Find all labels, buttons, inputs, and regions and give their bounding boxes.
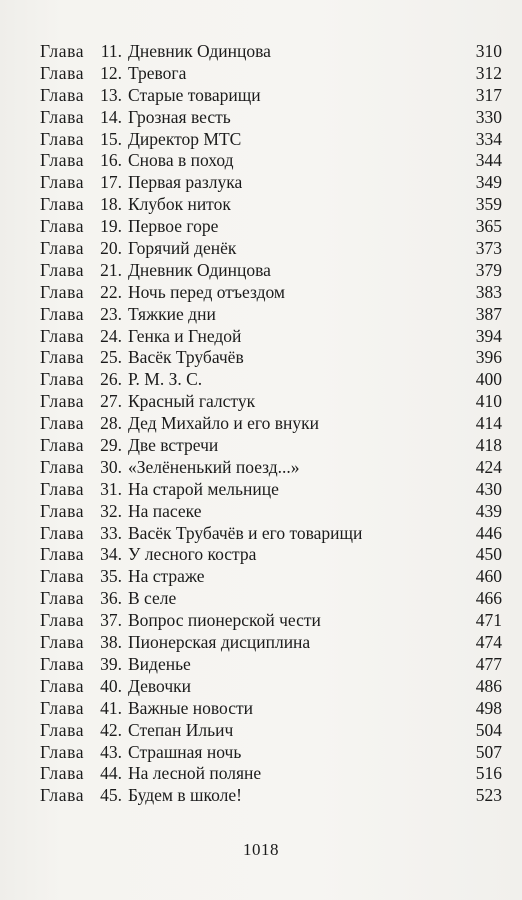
chapter-title: Тревога [128,62,187,83]
chapter-page: 439 [475,500,502,521]
chapter-title: Дед Михайло и его внуки [128,413,320,434]
chapter-title: Первое горе [128,216,219,237]
chapter-number: 41. [100,697,122,718]
chapter-label: Глава [40,632,85,653]
chapter-title: Виденье [128,653,191,674]
toc-entry [40,566,502,588]
toc-entry [40,238,502,260]
chapter-title: На страже [128,566,205,587]
chapter-title: «Зелёненький поезд...» [128,456,300,477]
toc-entry [40,676,502,698]
chapter-number: 30. [100,456,122,477]
toc-entry [40,610,502,632]
chapter-label: Глава [40,588,85,609]
chapter-number: 40. [100,675,122,696]
toc-entry [40,742,502,764]
chapter-page: 312 [475,62,502,83]
chapter-label: Глава [40,522,85,543]
chapter-page: 310 [475,41,502,61]
chapter-page: 450 [475,544,502,565]
chapter-label: Глава [40,259,85,280]
chapter-label: Глава [40,610,85,631]
chapter-number: 12. [100,62,122,83]
chapter-page: 477 [475,653,502,674]
chapter-number: 13. [100,84,122,105]
toc-entry [40,654,502,676]
chapter-label: Глава [40,62,85,83]
chapter-number: 36. [100,588,122,609]
chapter-page: 471 [475,610,502,631]
chapter-title: Вопрос пионерской чести [128,610,321,631]
chapter-page: 414 [475,413,502,434]
chapter-label: Глава [40,675,85,696]
toc-entry [40,85,502,107]
chapter-title: Р. М. З. С. [128,369,203,390]
toc-entry [40,107,502,129]
toc-entry [40,282,502,304]
chapter-label: Глава [40,413,85,434]
table-of-contents [40,41,502,807]
chapter-label: Глава [40,150,85,171]
chapter-page: 365 [475,216,502,237]
chapter-label: Глава [40,84,85,105]
chapter-page: 383 [475,281,502,302]
chapter-label: Глава [40,741,85,762]
chapter-label: Глава [40,697,85,718]
chapter-page: 349 [475,172,502,193]
toc-entry [40,763,502,785]
chapter-label: Глава [40,566,85,587]
chapter-page: 373 [475,238,502,259]
toc-entry [40,194,502,216]
chapter-page: 460 [475,566,502,587]
chapter-title: У лесного костра [128,544,257,565]
chapter-number: 43. [100,741,122,762]
toc-entry [40,63,502,85]
toc-entry [40,544,502,566]
toc-entry [40,501,502,523]
toc-entry [40,41,502,63]
chapter-title: Директор МТС [128,128,242,149]
chapter-page: 474 [475,632,502,653]
toc-entry [40,391,502,413]
chapter-title: На лесной поляне [128,763,262,784]
toc-entry [40,172,502,194]
chapter-title: Ночь перед отъездом [128,281,285,302]
chapter-label: Глава [40,303,85,324]
chapter-title: Будем в школе! [128,785,242,806]
chapter-title: Горячий денёк [128,238,237,259]
chapter-page: 466 [475,588,502,609]
chapter-title: Снова в поход [128,150,234,171]
chapter-page: 507 [475,741,502,762]
chapter-number: 28. [100,413,122,434]
chapter-title: Васёк Трубачёв и его товарищи [128,522,363,543]
chapter-number: 26. [100,369,122,390]
toc-entry [40,413,502,435]
chapter-label: Глава [40,435,85,456]
chapter-page: 330 [475,106,502,127]
chapter-label: Глава [40,128,85,149]
chapter-title: Дневник Одинцова [128,259,271,280]
toc-entry [40,523,502,545]
chapter-title: Пионерская дисциплина [128,632,311,653]
chapter-title: Девочки [128,675,192,696]
chapter-number: 42. [100,719,122,740]
toc-entry [40,260,502,282]
chapter-number: 25. [100,347,122,368]
chapter-title: Важные новости [128,697,254,718]
chapter-label: Глава [40,544,85,565]
chapter-number: 32. [100,500,122,521]
chapter-page: 424 [475,456,502,477]
toc-entry [40,326,502,348]
chapter-label: Глава [40,194,85,215]
chapter-number: 24. [100,325,122,346]
chapter-number: 34. [100,544,122,565]
chapter-number: 17. [100,172,122,193]
chapter-page: 523 [475,785,502,806]
chapter-page: 486 [475,675,502,696]
toc-entry [40,720,502,742]
chapter-number: 33. [100,522,122,543]
chapter-page: 418 [475,435,502,456]
chapter-label: Глава [40,172,85,193]
chapter-number: 21. [100,259,122,280]
chapter-number: 27. [100,391,122,412]
chapter-number: 37. [100,610,122,631]
toc-entry [40,216,502,238]
chapter-label: Глава [40,653,85,674]
chapter-number: 11. [100,41,122,61]
chapter-number: 35. [100,566,122,587]
chapter-title: Васёк Трубачёв [128,347,244,368]
chapter-title: Красный галстук [128,391,256,412]
chapter-label: Глава [40,369,85,390]
chapter-label: Глава [40,719,85,740]
chapter-number: 44. [100,763,122,784]
chapter-page: 400 [475,369,502,390]
chapter-number: 23. [100,303,122,324]
chapter-page: 334 [475,128,502,149]
chapter-label: Глава [40,325,85,346]
chapter-page: 379 [475,259,502,280]
chapter-number: 18. [100,194,122,215]
chapter-label: Глава [40,41,85,61]
chapter-page: 317 [475,84,502,105]
page-number: 1018 [243,840,279,859]
chapter-page: 396 [475,347,502,368]
chapter-page: 498 [475,697,502,718]
chapter-label: Глава [40,106,85,127]
chapter-number: 14. [100,106,122,127]
chapter-number: 31. [100,478,122,499]
chapter-number: 19. [100,216,122,237]
toc-entry [40,369,502,391]
chapter-page: 359 [475,194,502,215]
toc-entry [40,347,502,369]
chapter-title: Дневник Одинцова [128,41,271,61]
chapter-number: 16. [100,150,122,171]
chapter-number: 29. [100,435,122,456]
chapter-title: В селе [128,588,177,609]
toc-entry [40,150,502,172]
chapter-title: На пасеке [128,500,202,521]
chapter-label: Глава [40,281,85,302]
chapter-label: Глава [40,763,85,784]
chapter-page: 446 [475,522,502,543]
toc-entry [40,698,502,720]
chapter-label: Глава [40,500,85,521]
chapter-number: 45. [100,785,122,806]
chapter-label: Глава [40,456,85,477]
chapter-title: Генка и Гнедой [128,325,242,346]
chapter-number: 15. [100,128,122,149]
chapter-label: Глава [40,238,85,259]
chapter-title: Грозная весть [128,106,231,127]
chapter-page: 504 [475,719,502,740]
chapter-title: Старые товарищи [128,84,261,105]
chapter-label: Глава [40,216,85,237]
chapter-title: Клубок ниток [128,194,231,215]
chapter-title: На старой мельнице [128,478,279,499]
chapter-number: 39. [100,653,122,674]
chapter-title: Две встречи [128,435,219,456]
toc-entry [40,479,502,501]
toc-entry [40,129,502,151]
toc-entry [40,632,502,654]
chapter-page: 387 [475,303,502,324]
chapter-title: Тяжкие дни [128,303,216,324]
chapter-number: 38. [100,632,122,653]
chapter-page: 430 [475,478,502,499]
chapter-label: Глава [40,478,85,499]
chapter-number: 20. [100,238,122,259]
toc-entry [40,588,502,610]
chapter-page: 344 [475,150,502,171]
toc-entry [40,435,502,457]
chapter-number: 22. [100,281,122,302]
chapter-label: Глава [40,785,85,806]
toc-entry [40,785,502,807]
chapter-title: Страшная ночь [128,741,242,762]
toc-entry [40,304,502,326]
chapter-page: 394 [475,325,502,346]
chapter-title: Первая разлука [128,172,243,193]
toc-entry [40,457,502,479]
chapter-page: 410 [475,391,502,412]
chapter-page: 516 [475,763,502,784]
chapter-label: Глава [40,391,85,412]
chapter-title: Степан Ильич [128,719,234,740]
chapter-label: Глава [40,347,85,368]
